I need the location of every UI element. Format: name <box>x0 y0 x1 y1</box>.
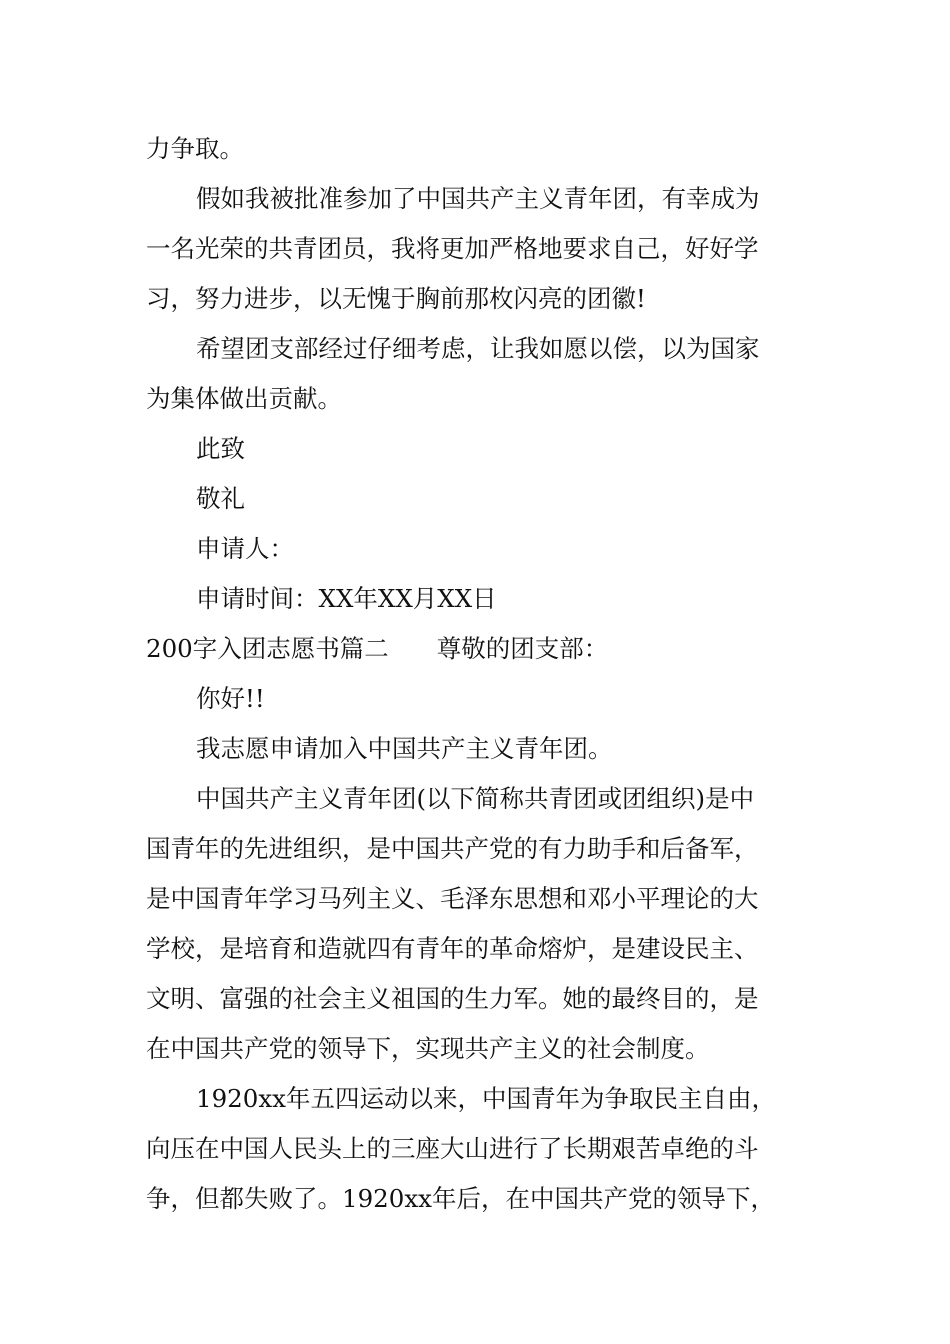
date-line: 申请时间：XX年XX月XX日 <box>196 584 497 613</box>
text-line: 1920xx年五四运动以来，中国青年为争取民主自由， <box>196 1084 776 1113</box>
section-title: 200字入团志愿书篇二 <box>146 634 389 663</box>
text-line: 中国共产主义青年团(以下简称共青团或团组织)是中 <box>196 784 755 813</box>
text-line: 假如我被批准参加了中国共产主义青年团，有幸成为 <box>196 184 760 213</box>
text-line: 是中国青年学习马列主义、毛泽东思想和邓小平理论的大 <box>146 884 759 913</box>
text-line: 力争取。 <box>146 134 244 163</box>
closing-line: 此致 <box>196 434 245 463</box>
text-line: 争，但都失败了。1920xx年后，在中国共产党的领导下， <box>146 1184 775 1213</box>
section-heading-line <box>146 624 826 674</box>
text-line: 一名光荣的共青团员，我将更加严格地要求自己，好好学 <box>146 234 759 263</box>
text-line: 文明、富强的社会主义祖国的生力军。她的最终目的，是 <box>146 984 759 1013</box>
text-line: 学校，是培育和造就四有青年的革命熔炉，是建设民主、 <box>146 934 759 963</box>
greeting-line: 你好!! <box>196 684 265 713</box>
text-line: 习，努力进步，以无愧于胸前那枚闪亮的团徽! <box>146 284 646 313</box>
text-line: 国青年的先进组织，是中国共产党的有力助手和后备军， <box>146 834 759 863</box>
text-line: 在中国共产党的领导下，实现共产主义的社会制度。 <box>146 1034 710 1063</box>
text-line: 我志愿申请加入中国共产主义青年团。 <box>196 734 613 763</box>
text-line: 为集体做出贡献。 <box>146 384 342 413</box>
closing-line: 敬礼 <box>196 484 245 513</box>
applicant-line: 申请人： <box>196 534 294 563</box>
text-line: 向压在中国人民头上的三座大山进行了长期艰苦卓绝的斗 <box>146 1134 759 1163</box>
salutation: 尊敬的团支部： <box>436 634 609 663</box>
text-line: 希望团支部经过仔细考虑，让我如愿以偿，以为国家 <box>196 334 760 363</box>
